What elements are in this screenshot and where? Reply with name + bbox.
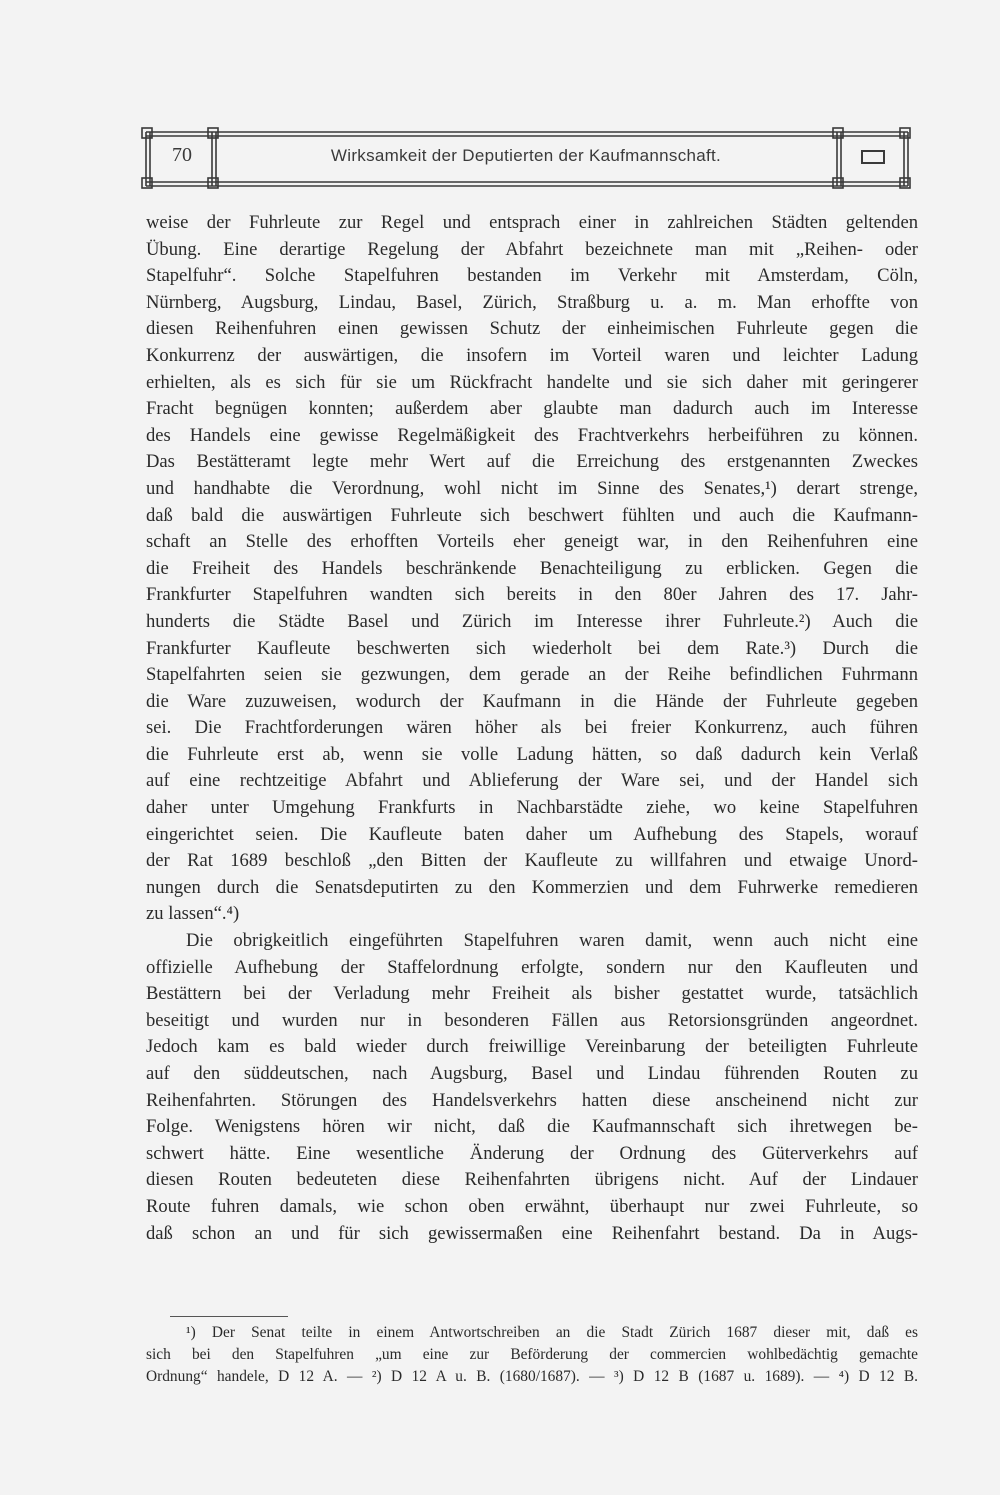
text-line: hunderts die Städte Basel und Zürich im Interesse ihrer Fuhrleute.²) Auch die [146,610,918,632]
text-line: sei. Die Frachtforderungen wären höher als bei freier Konkurrenz, auch führen [146,717,918,739]
text-line: Fracht begnügen konnten; außerdem aber glaubte man dadurch auch im Interesse [146,398,918,420]
text-line: Stapelfahrten seien sie gezwungen, dem gerade an der Reihe befindlichen Fuhrmann [146,664,918,686]
text-line: Frankfurter Stapelfuhren wandten sich bereits in den 80er Jahren des 17. Jahr- [146,584,918,606]
text-line: Reihenfahrten. Störungen des Handelsverkehrs hatten diese anscheinend nicht zur [146,1089,918,1111]
text-line: auf eine rechtzeitige Abfahrt und Ablieferung der Ware sei, und der Handel sich [146,770,918,792]
text-line: schwert hätte. Eine wesentliche Änderung der Ordnung des Güterverkehrs auf [146,1142,918,1164]
text-line: eingerichtet seien. Die Kaufleute baten daher um Aufhebung des Stapels, worauf [146,823,918,845]
text-line: Übung. Eine derartige Regelung der Abfahrt bezeichnete man mit „Reihen- oder [146,238,918,260]
text-line: die Fuhrleute erst ab, wenn sie volle Ladung hätten, so daß dadurch kein Verlaß [146,743,918,765]
text-line: auf den süddeutschen, nach Augsburg, Basel und Lindau führenden Routen zu [146,1063,918,1084]
footnote-line: ¹) Der Senat teilte in einem Antwortschreiben an die Stadt Zürich 1687 dieser mit, daß es [186,1324,918,1341]
text-line: daß bald die auswärtigen Fuhrleute sich beschwert fühlten und auch die Kaufmann- [146,504,918,526]
text-line: und handhabte die Verordnung, wohl nicht im Sinne des Senates,¹) derart strenge, [146,477,918,499]
text-line: die Freiheit des Handels beschränkende Benachteiligung zu erblicken. Gegen die [146,557,918,579]
text-line: Jedoch kam es bald wieder durch freiwillige Vereinbarung der beteiligten Fuhrleute [146,1036,918,1058]
text-line: schaft an Stelle des erhofften Vorteils eher geneigt war, in den Reihenfuhren eine [146,531,918,553]
text-line: Bestättern bei der Verladung mehr Freiheit als bisher gestattet wurde, tatsächlich [146,983,918,1005]
text-line: Konkurrenz der auswärtigen, die insofern im Vorteil waren und leichter Ladung [146,344,918,366]
page-number: 70 [172,144,192,166]
footnote-line: sich bei den Stapelfuhren „um eine zur Beförderung der commercien wohlbedächtig gemachte [146,1346,918,1363]
footnote-divider [170,1316,288,1317]
text-line: weise der Fuhrleute zur Regel und entsprach einer in zahlreichen Städten geltenden [146,212,918,233]
text-line: beseitigt und wurden nur in besonderen Fällen aus Retorsionsgründen angeordnet. [146,1009,918,1031]
text-line: daß schon an und für sich gewissermaßen eine Reihenfahrt bestand. Da in Augs- [146,1222,918,1244]
text-line: daher unter Umgehung Frankfurts in Nachbarstädte ziehe, wo keine Stapelfuhren [146,797,918,819]
text-line: diesen Routen bedeuteten diese Reihenfahrten übrigens nicht. Auf der Lindauer [146,1169,918,1191]
running-header [140,126,915,192]
text-line: Die obrigkeitlich eingeführten Stapelfuhren waren damit, wenn auch nicht eine [186,930,918,952]
footnote-line: Ordnung“ handele, D 12 A. — ²) D 12 A u. B. (1680/1687). — ³) D 12 B (1687 u. 1689). — ⁴) D 12 B. [146,1368,918,1385]
text-line: Nürnberg, Augsburg, Lindau, Basel, Zürich, Straßburg u. a. m. Man erhoffte von [146,291,918,313]
text-line: nungen durch die Senatsdeputirten zu den Kommerzien und dem Fuhrwerke remedieren [146,876,918,898]
text-line: die Ware zuzuweisen, wodurch der Kaufmann in die Hände der Fuhrleute gegeben [146,690,918,712]
text-line: der Rat 1689 beschloß „den Bitten der Kaufleute zu willfahren und etwaige Unord- [146,850,918,872]
footnotes [146,1322,918,1388]
running-title: Wirksamkeit der Deputierten der Kaufmannschaft. [330,146,722,165]
text-line: Frankfurter Kaufleute beschwerten sich wiederholt bei dem Rate.³) Durch die [146,637,918,659]
text-line: des Handels eine gewisse Regelmäßigkeit des Frachtverkehrs herbeiführen zu können. [146,424,918,446]
text-line: zu lassen“.⁴) [146,903,240,925]
text-line: offizielle Aufhebung der Staffelordnung erfolgte, sondern nur den Kaufleuten und [146,956,918,978]
text-line: Folge. Wenigstens hören wir nicht, daß die Kaufmannschaft sich ihretwegen be- [146,1116,918,1138]
body-text [146,210,918,1247]
text-line: Route fuhren damals, wie schon oben erwähnt, überhaupt nur zwei Fuhrleute, so [146,1195,918,1217]
text-line: Das Bestätteramt legte mehr Wert auf die Erreichung des erstgenannten Zweckes [146,451,918,473]
text-line: erhielten, als es sich für sie um Rückfracht handelte und sie sich daher mit geringerer [146,371,918,393]
text-line: diesen Reihenfuhren einen gewissen Schutz der einheimischen Fuhrleute gegen die [146,318,918,340]
text-line: Stapelfuhr“. Solche Stapelfuhren bestanden im Verkehr mit Amsterdam, Cöln, [146,265,918,287]
